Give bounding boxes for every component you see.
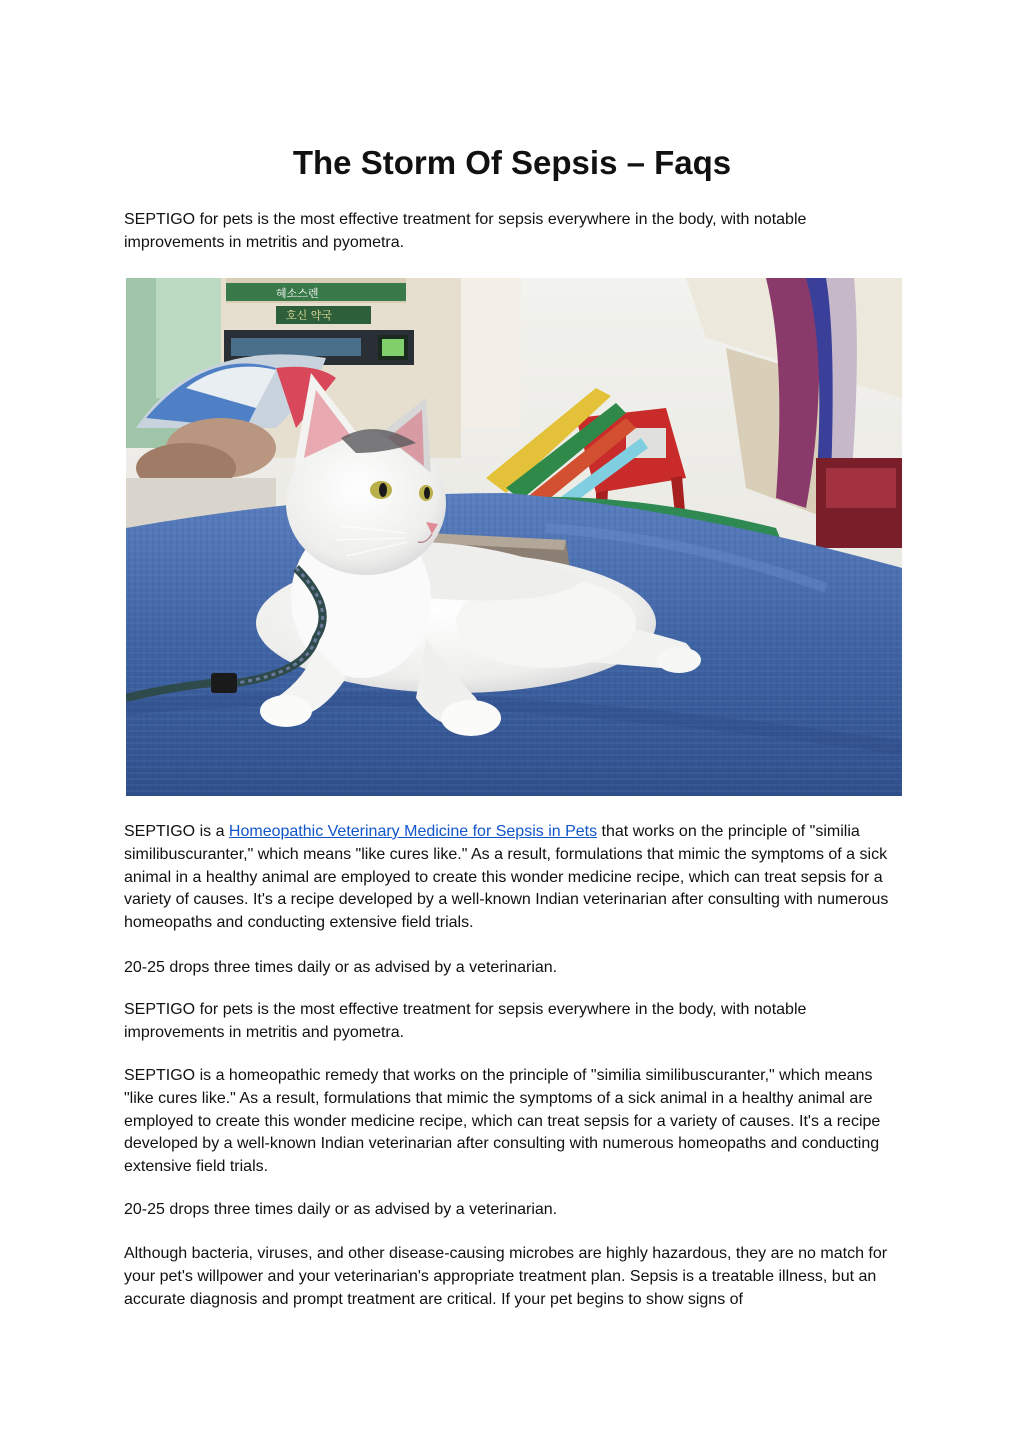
paragraph-effective-treatment: SEPTIGO for pets is the most effective treatment for sepsis everywhere in the body, with notable improvements in metritis and pyometra. (124, 1001, 807, 1041)
intro-paragraph: SEPTIGO for pets is the most effective treatment for sepsis everywhere in the body, with notable improvements in metritis and pyometra. (124, 211, 807, 251)
para1-lead: SEPTIGO is a (124, 823, 229, 840)
paragraph-microbes: Although bacteria, viruses, and other disease-causing microbes are highly hazardous, they are no match for your pet's willpower and your veterinarian's appropriate treatment plan. Sepsis is a treatable illness, but an accurate diagnosis and prompt treatment are critical. If your pet begins to show signs of (124, 1245, 888, 1308)
cat-photo (126, 278, 902, 796)
page-title: The Storm Of Sepsis – Faqs (292, 144, 732, 181)
dosage-paragraph-1: 20-25 drops three times daily or as advised by a veterinarian. (124, 959, 558, 976)
store-sign-top: 혜소스렌 (276, 287, 319, 300)
paragraph-homeopathic-remedy: SEPTIGO is a homeopathic remedy that works on the principle of "similia similibuscuranter," which means "like cures like." As a result, formulations that mimic the symptoms of a sick animal in a healthy animal are employed to create this wonder medicine recipe, which can treat sepsis for a variety of causes. It's a recipe developed by a well-known Indian veterinarian after consulting with numerous homeopaths and conducting extensive field trials. (124, 1067, 881, 1176)
dosage-paragraph-2: 20-25 drops three times daily or as advised by a veterinarian. (124, 1201, 558, 1218)
para1-rest: that works on the principle of "similia similibuscuranter," which means "like cures like." As a result, formulations that mimic the symptoms of a sick animal in a healthy animal are employed to create this wonder medicine recipe, which can treat sepsis for a variety of causes. It's a recipe developed by a well-known Indian veterinarian after consulting with numerous homeopaths and conducting extensive field trials. (124, 823, 889, 932)
paragraph-homeopathic-link (124, 821, 904, 935)
store-sign-middle: 호신 약국 (286, 309, 333, 322)
homeopathic-medicine-link[interactable]: Homeopathic Veterinary Medicine for Sepsis in Pets (228, 823, 598, 840)
